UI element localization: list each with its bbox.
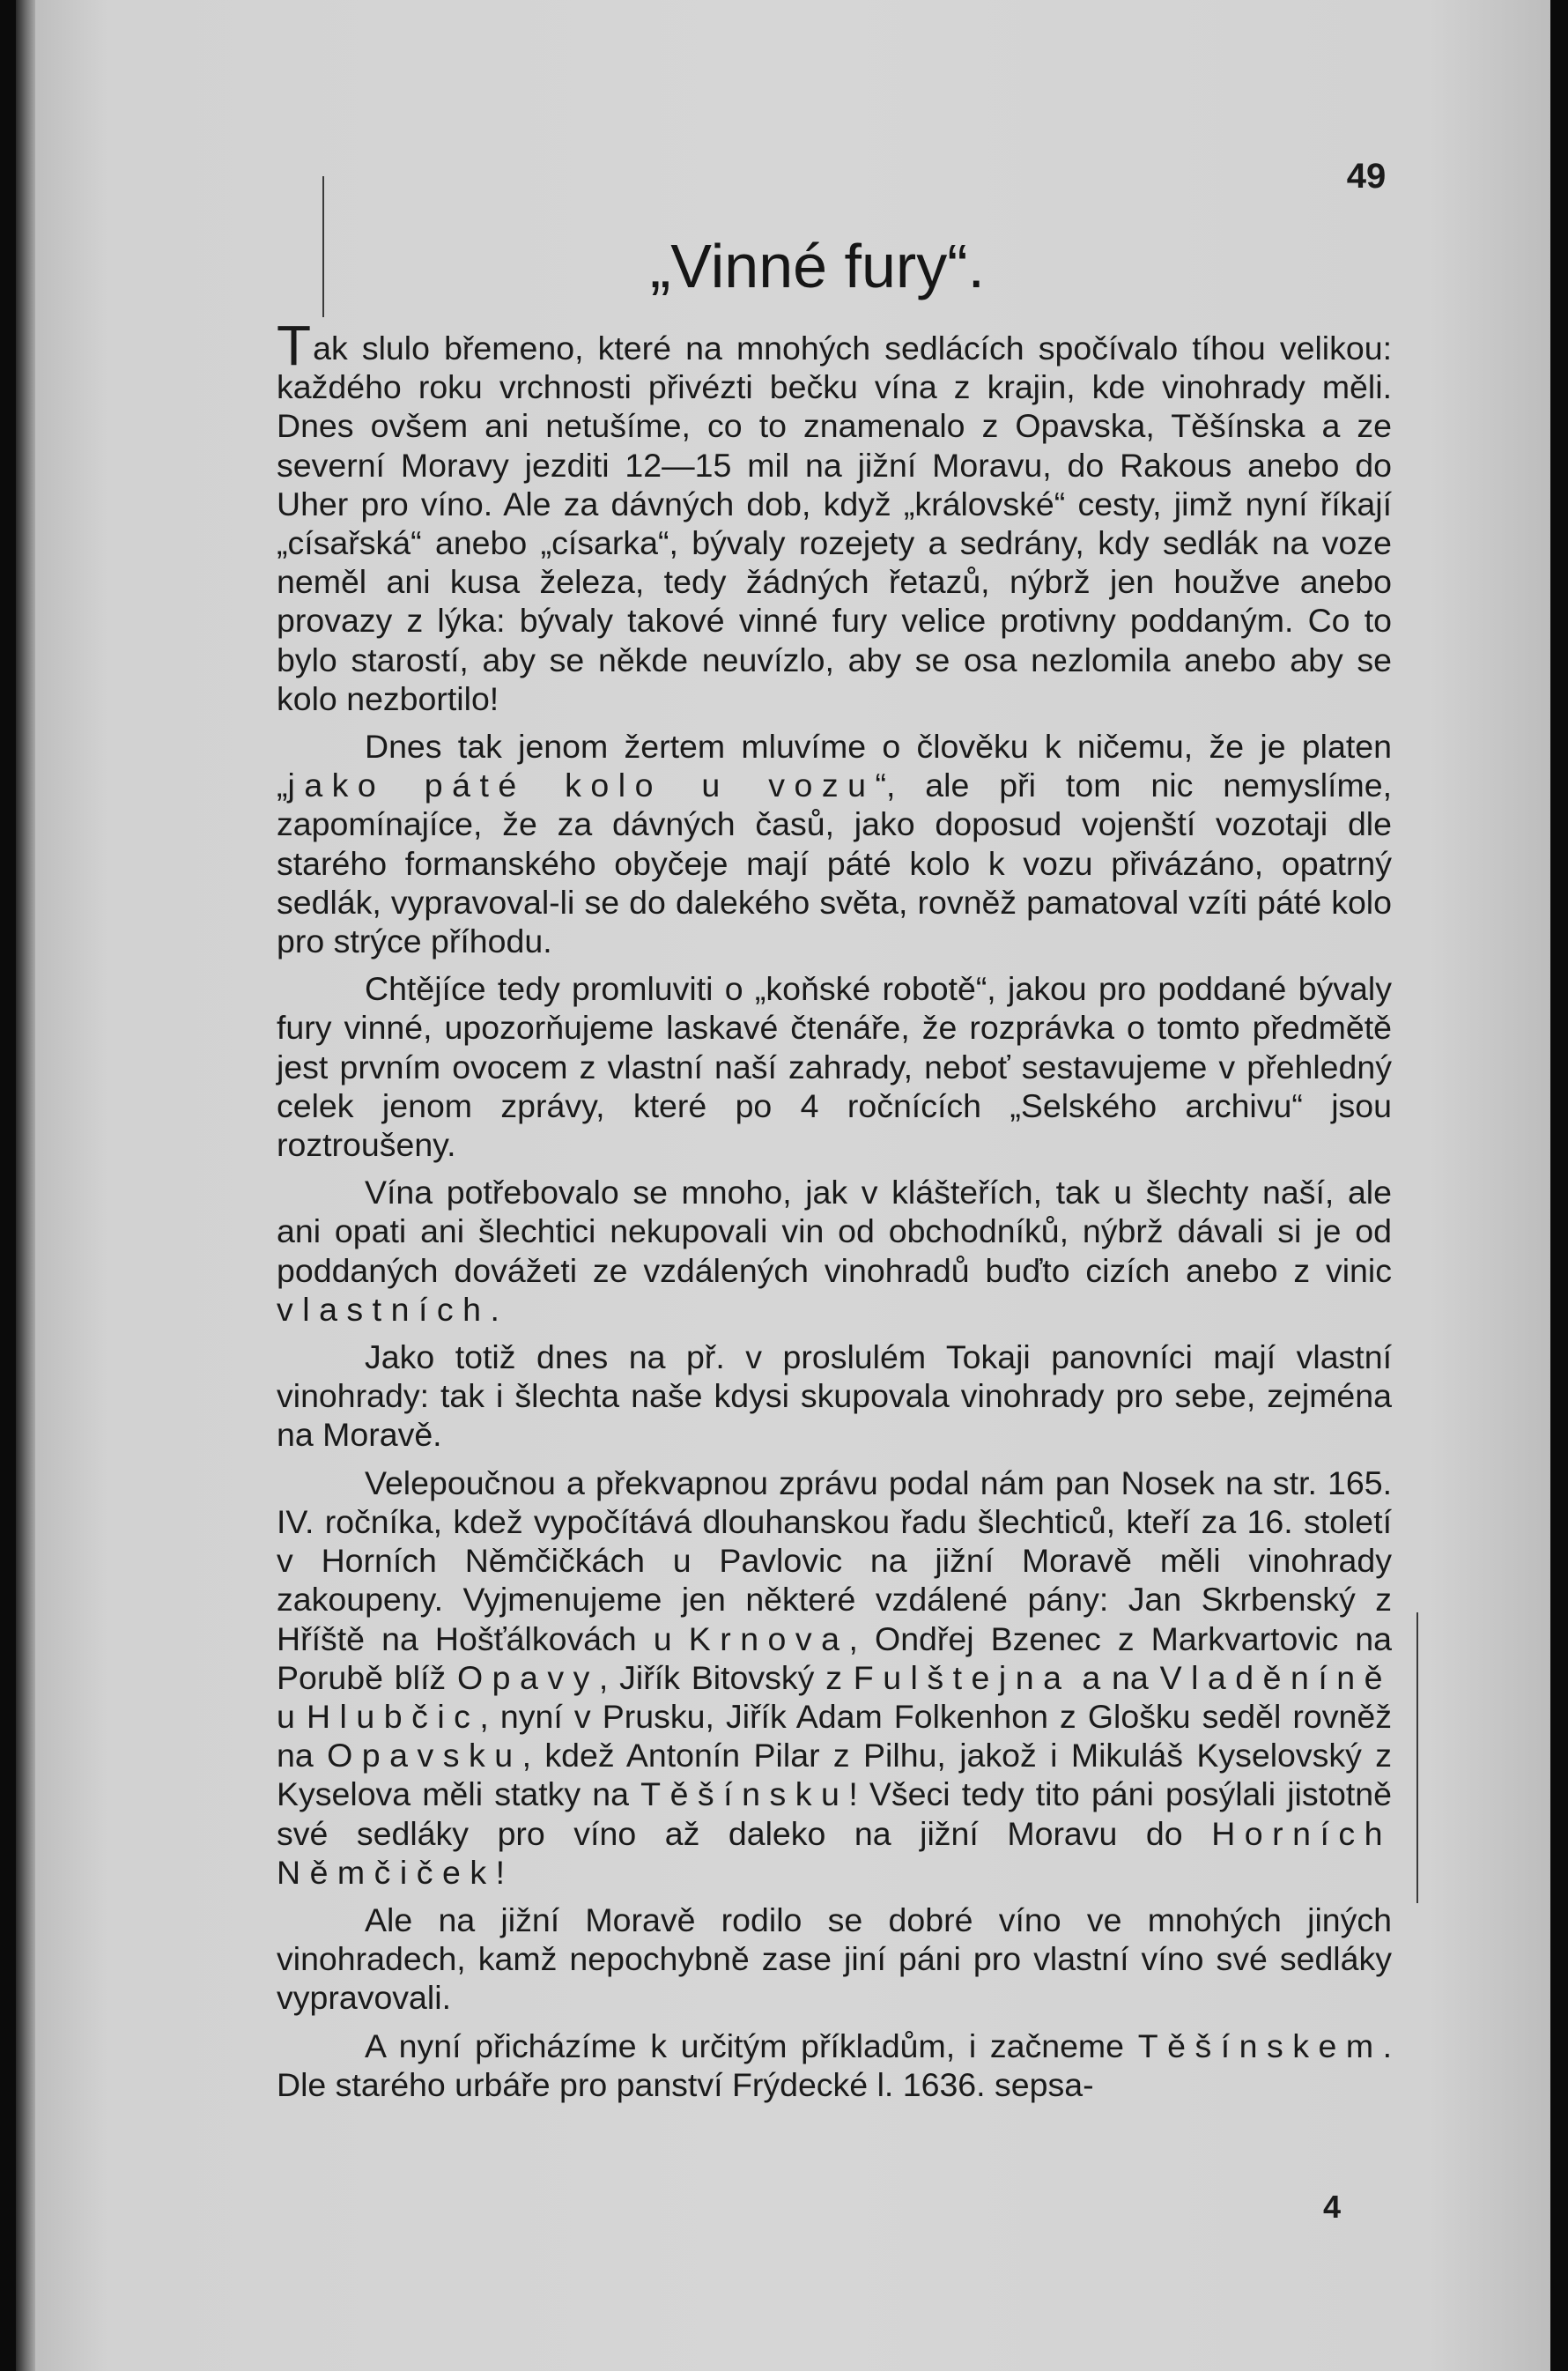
paragraph-6-text-h: ! Všeci tedy tito páni posýlali jistotně své sedláky pro víno až daleko na jižní Moravu do — [277, 1775, 1393, 1852]
paragraph-4-spaced-word: vlastních — [277, 1290, 491, 1328]
paragraph-2-text-a: Dnes tak jenom žertem mluvíme o člověku k ničemu, že je platen „ — [277, 728, 1392, 804]
place-tesinsko: Těšínsku — [640, 1775, 849, 1813]
paragraph-5 — [277, 1337, 1392, 1455]
paragraph-8-text-a: A nyní přicházíme k určitým příkladům, i začneme — [365, 2026, 1138, 2064]
drop-cap: T — [277, 314, 312, 377]
paragraph-6-text-a: Velepoučnou a překvapnou zprávu podal nám pan Nosek na str. 165. IV. ročníka, kdež vypočítává dlouhanskou řadu šlechticů, kteří za 16. století v Horních Němčičkách u Pavlovic na jižní Moravě měli vinohrady zakoupeny. Vyjmenujeme jen některé vzdálené pány: Jan Skrbenský z Hříště na Hošťálkovách u — [277, 1463, 1392, 1657]
margin-pencil-mark-right — [1416, 1612, 1418, 1903]
signature-mark: 4 — [1323, 2189, 1342, 2225]
paragraph-6-text-i: ! — [495, 1853, 506, 1891]
chapter-title: „Vinné fury“. — [650, 232, 985, 300]
paragraph-4-text-a: Vína potřebovalo se mnoho, jak v klášteřích, tak u šlechty naší, ale ani opati ani šlechtici nekupovali vin od obchodníků, nýbrž dávali si je od poddaných dovážeti ze vzdálených vinohradů buďto cizích anebo z vinic — [277, 1174, 1392, 1289]
paragraph-7 — [277, 1901, 1392, 2018]
place-hlubcice: Hlubčic — [306, 1697, 480, 1735]
place-horni-nemcicky: Horních Němčiček — [277, 1814, 1392, 1891]
paragraph-2-text-b: “, ale při tom nic nemyslíme, zapomínajíce, že za dávných časů, jako doposud vojenští vozotaji dle starého formanského obyčeje mají páté kolo k vozu přivázáno, opatrný sedlák, vypravoval-li se do dalekého světa, rovněž pamatoval vzíti páté kolo pro strýce příhodu. — [277, 767, 1392, 960]
paragraph-5-text: Jako totiž dnes na př. v proslulém Tokaji panovníci mají vlastní vinohrady: tak i šlechta naše kdysi skupovala vinohrady pro sebe, zejména na Moravě. — [277, 1338, 1392, 1454]
page-number: 49 — [1346, 157, 1387, 196]
body-text — [277, 314, 1393, 2113]
paragraph-3-text: Chtějíce tedy promluviti o „koňské robotě“, jakou pro poddané bývaly fury vinné, upozorňujeme laskavé čtenáře, že rozprávka o tomto předmětě jest prvním ovocem z vlastní naší zahrady, neboť sestavujeme v přehledný celek jenom zprávy, které po 4 ročnících „Selského archivu“ jsou roztroušeny. — [277, 970, 1392, 1164]
paragraph-7-text: Ale na jižní Moravě rodilo se dobré víno ve mnohých jiných vinohradech, kamž nepochybně zase jiní páni pro vlastní víno své sedláky vypravovali. — [277, 1901, 1392, 2017]
paragraph-2 — [277, 727, 1392, 960]
paragraph-6-text-b: , Ondřej Bzenec z Markvartovic na Porubě blíž — [277, 1619, 1392, 1696]
paragraph-2-spaced-phrase: jako páté kolo u vozu — [287, 767, 876, 804]
paragraph-4-text-b: . — [490, 1290, 499, 1328]
paragraph-6-text-f: , nyní v Prusku, Jiřík Adam Folkenhon z Glošku seděl rovněž na — [277, 1697, 1392, 1775]
place-fulstejn: Fulštejna — [853, 1658, 1071, 1696]
paragraph-6-text-d: a na — [1070, 1658, 1160, 1696]
place-krnov: Krnova — [688, 1619, 849, 1657]
paragraph-6-text-g: , kdež Antonín Pilar z Pilhu, jakož i Mikuláš Kyselovský z Kyselova měli statky na — [277, 1737, 1392, 1813]
paragraph-6-text-e: u — [277, 1697, 307, 1735]
paragraph-6 — [277, 1463, 1392, 1892]
paragraph-4 — [277, 1173, 1392, 1329]
paragraph-6-text-c: , Jiřík Bitovský z — [598, 1658, 854, 1696]
paragraph-1 — [277, 314, 1392, 718]
place-tesinsko-2: Těšínskem — [1137, 2026, 1383, 2064]
paragraph-3 — [277, 969, 1392, 1164]
paragraph-8-text-b: . Dle starého urbáře pro panství Frýdecké l. 1636. sepsa- — [277, 2026, 1392, 2103]
place-opavsko: Opavsku — [327, 1737, 522, 1775]
paragraph-1-text: ak slulo břemeno, které na mnohých sedlácích spočívalo tíhou velikou: každého roku vrchnosti přivézti bečku vína z krajin, kde vinohrady měli. Dnes ovšem ani netušíme, co to znamenalo z Opavska, Těšínska a ze severní Moravy jezditi 12—15 mil na jižní Moravu, do Rakous anebo do Uher pro víno. Ale za dávných dob, když „královské“ cesty, jimž nyní říkají „císařská“ anebo „císarka“, bývaly rozejety a sedrány, kdy sedlák na voze neměl ani kusa železa, tedy žádných řetazů, nýbrž jen houžve anebo provazy z lýka: bývaly takové vinné fury velice protivny poddaným. Co to bylo starostí, aby se někde neuvízlo, aby se osa nezlomila anebo aby se kolo nezbortilo! — [277, 330, 1392, 717]
book-page — [16, 0, 1550, 2371]
page-binding-edge — [16, 0, 35, 2371]
place-vladenin: Vladěníně — [1159, 1658, 1392, 1696]
paragraph-8 — [277, 2026, 1392, 2104]
place-opava: Opavy — [456, 1658, 599, 1696]
